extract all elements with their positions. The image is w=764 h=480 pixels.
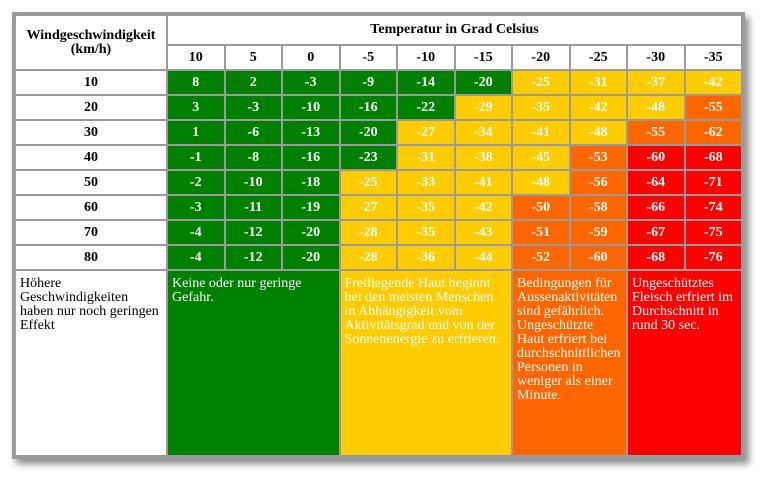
speed-note: Höhere Geschwindigkeiten haben nur noch geringen Effekt — [16, 271, 166, 455]
windchill-value-cell: -66 — [628, 196, 684, 219]
windchill-value-cell: -9 — [341, 71, 397, 94]
table-row — [16, 196, 741, 219]
windchill-value-cell: 1 — [168, 121, 224, 144]
windchill-value-cell: -25 — [513, 71, 569, 94]
corner-label-line2: (km/h) — [70, 41, 112, 57]
windchill-value-cell: -23 — [341, 146, 397, 169]
windchill-value-cell: -4 — [168, 221, 224, 244]
windchill-value-cell: -22 — [398, 96, 454, 119]
corner-label — [16, 16, 166, 69]
windchill-value-cell: -56 — [571, 171, 627, 194]
windchill-value-cell: -55 — [628, 121, 684, 144]
temperature-col-header: -20 — [513, 46, 569, 69]
windchill-value-cell: -35 — [398, 196, 454, 219]
windchill-value-cell: -6 — [226, 121, 282, 144]
windchill-value-cell: -28 — [341, 221, 397, 244]
windchill-value-cell: -28 — [341, 246, 397, 269]
windchill-value-cell: -71 — [686, 171, 742, 194]
temperature-col-header: -30 — [628, 46, 684, 69]
windchill-value-cell: -3 — [283, 71, 339, 94]
windchill-value-cell: -51 — [513, 221, 569, 244]
windchill-value-cell: -42 — [686, 71, 742, 94]
corner-label-line1: Windgeschwindigkeit — [26, 27, 156, 43]
windchill-value-cell: -74 — [686, 196, 742, 219]
windchill-value-cell: -1 — [168, 146, 224, 169]
wind-speed-cell: 10 — [16, 71, 166, 94]
wind-speed-cell: 40 — [16, 146, 166, 169]
windchill-value-cell: -48 — [571, 121, 627, 144]
windchill-value-cell: -4 — [168, 246, 224, 269]
windchill-value-cell: -45 — [513, 146, 569, 169]
legend-row — [16, 271, 741, 455]
windchill-value-cell: -16 — [341, 96, 397, 119]
windchill-value-cell: -58 — [571, 196, 627, 219]
windchill-value-cell: -13 — [283, 121, 339, 144]
windchill-value-cell: -35 — [398, 221, 454, 244]
windchill-value-cell: -55 — [686, 96, 742, 119]
temperature-col-header: 5 — [226, 46, 282, 69]
windchill-value-cell: -18 — [283, 171, 339, 194]
windchill-value-cell: -20 — [456, 71, 512, 94]
windchill-value-cell: -64 — [628, 171, 684, 194]
windchill-value-cell: -27 — [341, 196, 397, 219]
windchill-value-cell: -52 — [513, 246, 569, 269]
windchill-value-cell: -37 — [628, 71, 684, 94]
table-row — [16, 121, 741, 144]
windchill-value-cell: 3 — [168, 96, 224, 119]
wind-speed-cell: 30 — [16, 121, 166, 144]
windchill-value-cell: 8 — [168, 71, 224, 94]
temperature-col-header: -5 — [341, 46, 397, 69]
windchill-value-cell: -31 — [398, 146, 454, 169]
windchill-value-cell: -59 — [571, 221, 627, 244]
windchill-table-frame — [12, 12, 745, 459]
windchill-value-cell: -12 — [226, 221, 282, 244]
windchill-value-cell: -44 — [456, 246, 512, 269]
windchill-value-cell: -34 — [456, 121, 512, 144]
temperature-col-header: -35 — [686, 46, 742, 69]
windchill-value-cell: -41 — [513, 121, 569, 144]
table-row — [16, 71, 741, 94]
windchill-value-cell: -60 — [571, 246, 627, 269]
windchill-value-cell: -50 — [513, 196, 569, 219]
windchill-value-cell: -20 — [341, 121, 397, 144]
windchill-value-cell: -2 — [168, 171, 224, 194]
table-row — [16, 171, 741, 194]
windchill-value-cell: -27 — [398, 121, 454, 144]
windchill-value-cell: -38 — [456, 146, 512, 169]
windchill-value-cell: -33 — [398, 171, 454, 194]
windchill-value-cell: -41 — [456, 171, 512, 194]
windchill-value-cell: -3 — [226, 96, 282, 119]
windchill-value-cell: -42 — [456, 196, 512, 219]
windchill-value-cell: -12 — [226, 246, 282, 269]
windchill-value-cell: -25 — [341, 171, 397, 194]
table-row — [16, 246, 741, 269]
windchill-table — [14, 14, 743, 457]
legend-yellow: Freiliegende Haut beginnt bei den meisten Menschen in Abhängigkeit vom Aktivitätsgrad und von der Sonnenenergie zu erfrieren. — [341, 271, 512, 455]
windchill-value-cell: -60 — [628, 146, 684, 169]
windchill-data — [16, 71, 741, 269]
temperature-col-header: 10 — [168, 46, 224, 69]
windchill-value-cell: -67 — [628, 221, 684, 244]
windchill-value-cell: 2 — [226, 71, 282, 94]
windchill-value-cell: -29 — [456, 96, 512, 119]
wind-speed-cell: 60 — [16, 196, 166, 219]
windchill-value-cell: -20 — [283, 221, 339, 244]
windchill-value-cell: -75 — [686, 221, 742, 244]
temperature-col-header: -15 — [456, 46, 512, 69]
wind-speed-cell: 20 — [16, 96, 166, 119]
wind-speed-cell: 50 — [16, 171, 166, 194]
windchill-value-cell: -19 — [283, 196, 339, 219]
windchill-value-cell: -53 — [571, 146, 627, 169]
legend-green: Keine oder nur geringe Gefahr. — [168, 271, 339, 455]
windchill-value-cell: -62 — [686, 121, 742, 144]
windchill-value-cell: -48 — [628, 96, 684, 119]
windchill-value-cell: -16 — [283, 146, 339, 169]
windchill-value-cell: -10 — [226, 171, 282, 194]
temperature-header: Temperatur in Grad Celsius — [168, 16, 741, 44]
table-row — [16, 96, 741, 119]
windchill-value-cell: -31 — [571, 71, 627, 94]
windchill-value-cell: -68 — [686, 146, 742, 169]
wind-speed-cell: 70 — [16, 221, 166, 244]
windchill-value-cell: -68 — [628, 246, 684, 269]
legend-red: Ungeschütztes Fleisch erfriert im Durchschnitt in rund 30 sec. — [628, 271, 741, 455]
temperature-col-header: -25 — [571, 46, 627, 69]
windchill-value-cell: -3 — [168, 196, 224, 219]
wind-speed-cell: 80 — [16, 246, 166, 269]
windchill-value-cell: -20 — [283, 246, 339, 269]
windchill-value-cell: -8 — [226, 146, 282, 169]
windchill-value-cell: -14 — [398, 71, 454, 94]
windchill-value-cell: -36 — [398, 246, 454, 269]
temperature-col-header: 0 — [283, 46, 339, 69]
table-row — [16, 146, 741, 169]
windchill-value-cell: -10 — [283, 96, 339, 119]
windchill-value-cell: -35 — [513, 96, 569, 119]
table-row — [16, 221, 741, 244]
windchill-value-cell: -11 — [226, 196, 282, 219]
windchill-value-cell: -76 — [686, 246, 742, 269]
windchill-value-cell: -43 — [456, 221, 512, 244]
legend-orange: Bedingungen für Aussenaktivitäten sind gefährlich. Ungeschützte Haut erfriert bei durchschnittlichen Personen in weniger als einer Minute. — [513, 271, 626, 455]
windchill-value-cell: -42 — [571, 96, 627, 119]
temperature-col-header: -10 — [398, 46, 454, 69]
windchill-value-cell: -48 — [513, 171, 569, 194]
